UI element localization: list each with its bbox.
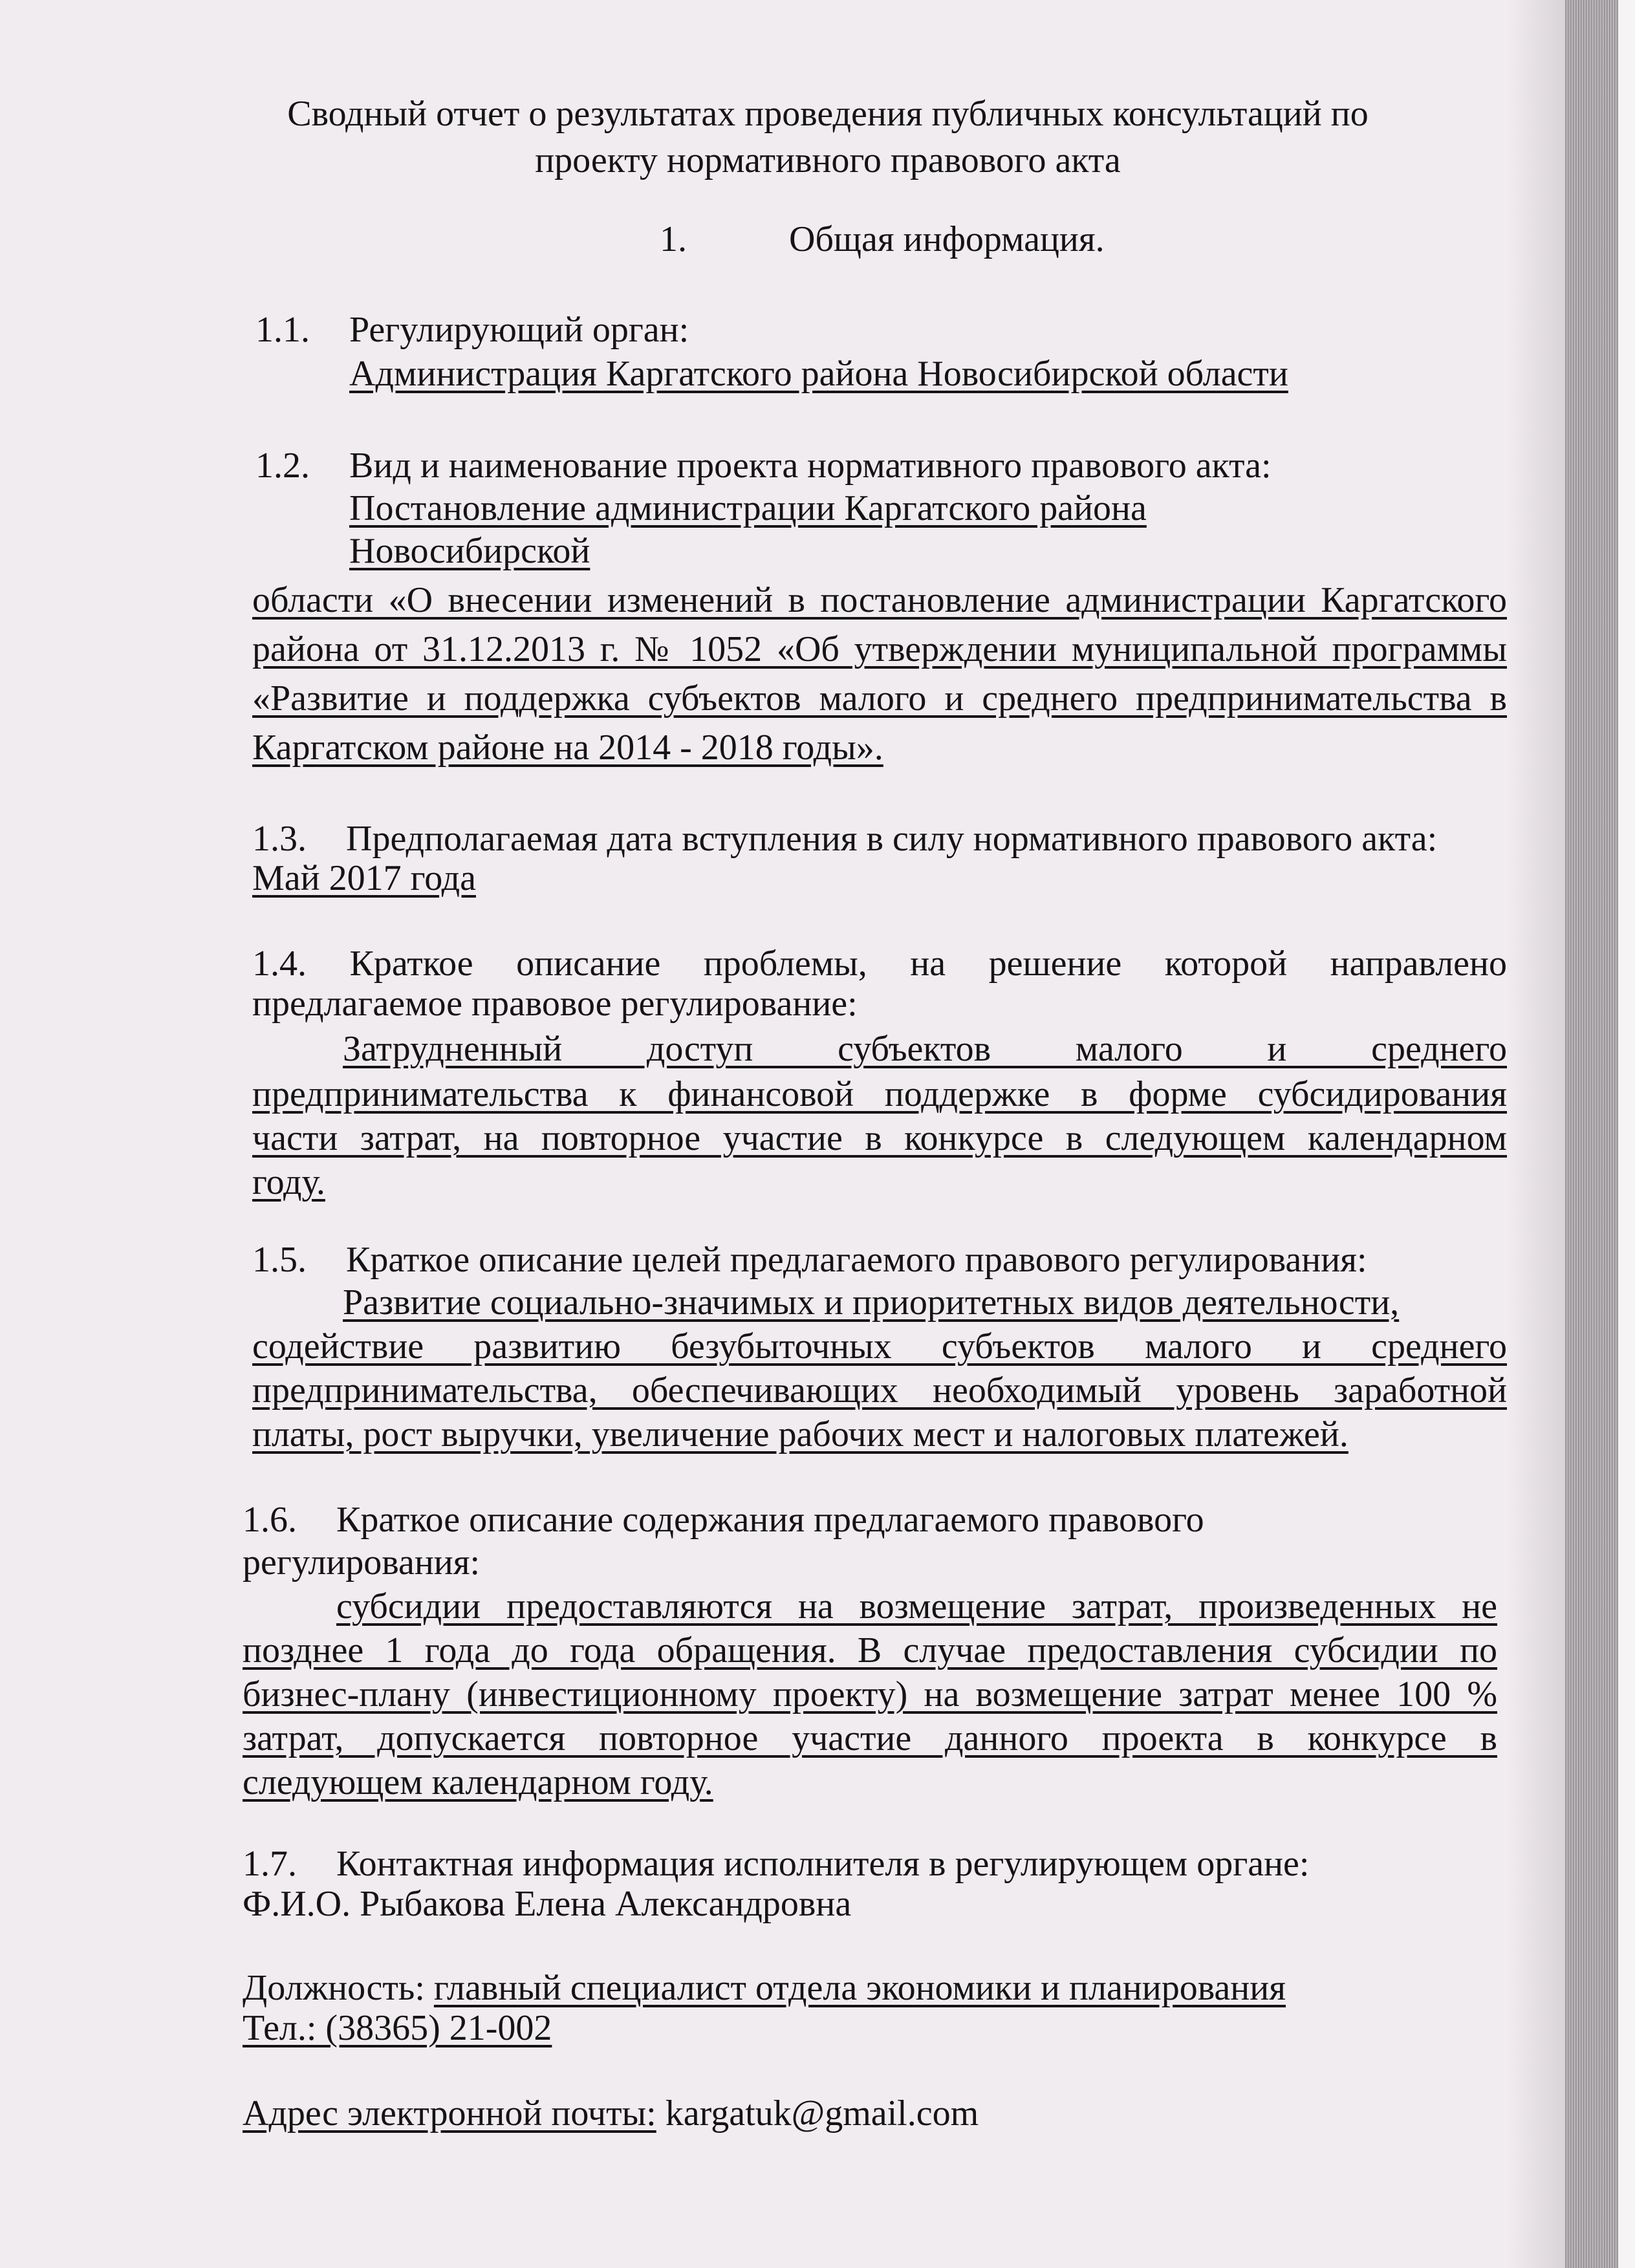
- section-title: Общая информация.: [789, 219, 1105, 259]
- act-name-line: Каргатском районе на 2014 - 2018 годы».: [252, 728, 883, 768]
- section-heading: [660, 219, 1105, 260]
- item-1-3-label: [252, 818, 1437, 859]
- page-edge: [1618, 0, 1635, 2268]
- problem-line: предпринимательства к финансовой поддержке в форме субсидирования: [252, 1074, 1507, 1114]
- section-number: 1.: [660, 219, 687, 259]
- item-label-cont: регулирования:: [243, 1542, 481, 1582]
- scan-shadow: [1507, 0, 1566, 2268]
- item-label-cont: предлагаемое правовое регулирование:: [252, 984, 858, 1024]
- act-name-line: Новосибирской: [349, 531, 590, 571]
- item-label: Краткое описание проблемы, на решение которой направлено: [349, 944, 1507, 984]
- item-number: 1.3.: [252, 819, 307, 859]
- document-title-line1: Сводный отчет о результатах проведения публичных консультаций по: [287, 94, 1369, 134]
- document-title-line2: проекту нормативного правового акта: [535, 140, 1121, 180]
- regulating-body-value: Администрация Каргатского района Новосибирской области: [349, 354, 1288, 394]
- act-name-line: района от 31.12.2013 г. № 1052 «Об утверждении муниципальной программы: [252, 629, 1507, 669]
- problem-line: Затрудненный доступ субъектов малого и среднего: [343, 1029, 1507, 1069]
- goals-line: содействие развитию безубыточных субъектов малого и среднего: [252, 1326, 1507, 1366]
- item-label: Краткое описание содержания предлагаемого правового: [336, 1500, 1204, 1540]
- item-number: 1.4.: [252, 944, 307, 984]
- item-1-7-label: [243, 1843, 1309, 1885]
- content-line: позднее 1 года до года обращения. В случае предоставления субсидии по: [243, 1630, 1497, 1670]
- item-1-4-label: [252, 943, 1507, 984]
- item-1-5-label: [252, 1239, 1367, 1280]
- item-label: Предполагаемая дата вступления в силу нормативного правового акта:: [346, 819, 1438, 859]
- goals-line: предпринимательства, обеспечивающих необходимый уровень заработной: [252, 1370, 1507, 1410]
- email-value[interactable]: kargatuk@gmail.com: [665, 2093, 979, 2133]
- item-number: 1.7.: [243, 1844, 297, 1884]
- act-name-line: Постановление администрации Каргатского района: [349, 488, 1147, 528]
- goals-line: платы, рост выручки, увеличение рабочих мест и налоговых платежей.: [252, 1414, 1348, 1454]
- item-label: Контактная информация исполнителя в регулирующем органе:: [336, 1844, 1310, 1884]
- item-number: 1.1.: [255, 310, 310, 350]
- contact-email: [243, 2093, 979, 2134]
- position-label: Должность:: [243, 1968, 425, 2008]
- goals-line: Развитие социально-значимых и приоритетных видов деятельности,: [343, 1282, 1400, 1323]
- contact-phone: Тел.: (38365) 21-002: [243, 2008, 552, 2048]
- item-label: Краткое описание целей предлагаемого правового регулирования:: [346, 1240, 1367, 1280]
- item-number: 1.5.: [252, 1240, 307, 1280]
- item-number: 1.2.: [255, 446, 310, 486]
- effective-date-value: Май 2017 года: [252, 858, 476, 898]
- content-line: бизнес-плану (инвестиционному проекту) на возмещение затрат менее 100 %: [243, 1674, 1497, 1714]
- act-name-line: области «О внесении изменений в постановление администрации Каргатского: [252, 580, 1507, 620]
- item-label: Вид и наименование проекта нормативного правового акта:: [349, 446, 1272, 486]
- contact-fio: Ф.И.О. Рыбакова Елена Александровна: [243, 1884, 852, 1924]
- item-label: Регулирующий орган:: [349, 310, 689, 350]
- item-1-6-label: [243, 1499, 1204, 1540]
- content-line: субсидии предоставляются на возмещение затрат, произведенных не: [336, 1586, 1497, 1626]
- problem-line: году.: [252, 1162, 325, 1202]
- problem-line: части затрат, на повторное участие в конкурсе в следующем календарном: [252, 1118, 1507, 1158]
- content-line: затрат, допускается повторное участие данного проекта в конкурсе в: [243, 1718, 1497, 1758]
- scan-edge-streak: [1565, 0, 1618, 2268]
- item-1-1-label: [255, 309, 689, 351]
- position-value: главный специалист отдела экономики и планирования: [433, 1968, 1286, 2008]
- item-1-2-label: [255, 445, 1272, 486]
- content-line: следующем календарном году.: [243, 1762, 713, 1802]
- act-name-line: «Развитие и поддержка субъектов малого и среднего предпринимательства в: [252, 678, 1507, 718]
- contact-position: [243, 1967, 1286, 2009]
- email-label: Адрес электронной почты:: [243, 2093, 656, 2133]
- item-number: 1.6.: [243, 1500, 297, 1540]
